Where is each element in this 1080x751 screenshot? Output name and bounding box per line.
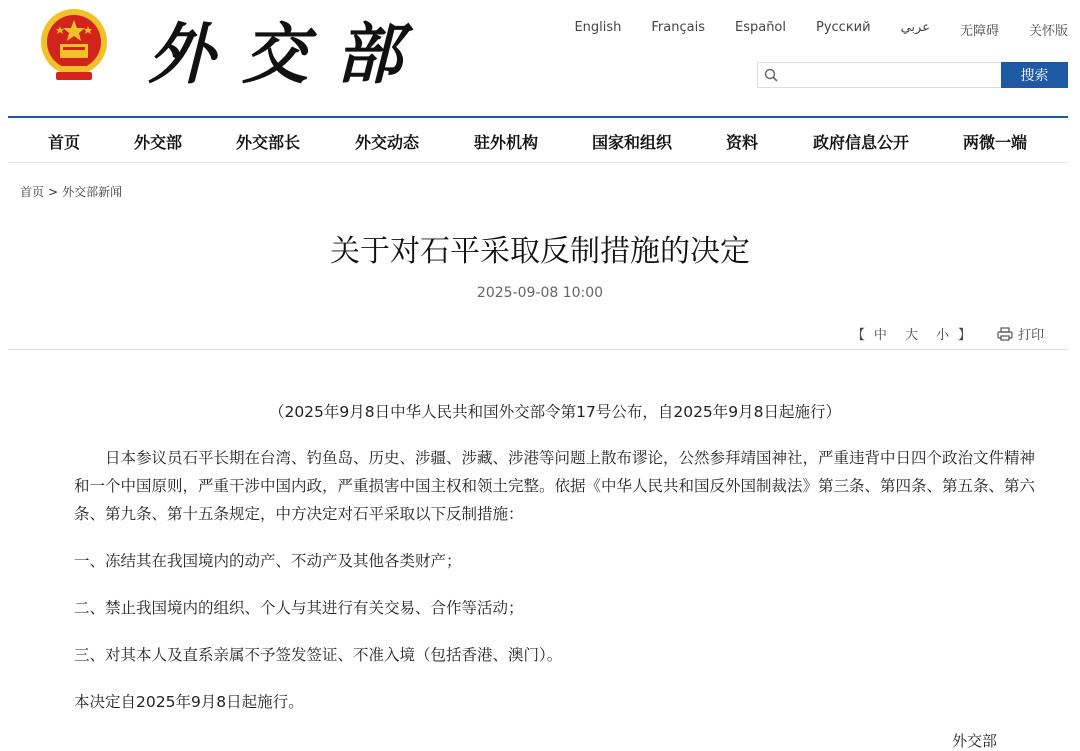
nav-item-apps[interactable]: 两微一端 — [963, 133, 1028, 152]
lang-arabic-link[interactable]: عربي — [900, 20, 930, 35]
breadcrumb-separator: > — [48, 185, 59, 199]
article-tools — [852, 324, 1044, 343]
page-title: 关于对石平采取反制措施的决定 — [330, 234, 750, 269]
search-icon — [764, 68, 778, 82]
font-size-bracket-open: 【 — [851, 328, 865, 343]
lang-spanish-link[interactable]: Español — [734, 20, 786, 35]
lang-french-link[interactable]: Français — [651, 20, 705, 35]
effective-statement: 本决定自2025年9月8日起施行。 — [74, 693, 304, 711]
nav-item-minister[interactable]: 外交部长 — [236, 133, 301, 152]
site-logo-text[interactable]: 外交部 — [148, 15, 430, 93]
article-note: （2025年9月8日中华人民共和国外交部令第17号公布，自2025年9月8日起施行） — [268, 403, 842, 421]
lang-english-link[interactable]: English — [574, 20, 622, 35]
font-size-small-button[interactable]: 小 — [935, 328, 949, 343]
site-header — [0, 0, 1080, 118]
nav-item-info-disclosure[interactable]: 政府信息公开 — [813, 133, 910, 152]
care-mode-link[interactable]: 关怀版 — [1028, 24, 1068, 39]
measure-item: 二、禁止我国境内的组织、个人与其进行有关交易、合作等活动； — [74, 599, 524, 617]
printer-icon[interactable] — [997, 327, 1013, 341]
measure-item: 三、对其本人及直系亲属不予签发签证、不准入境（包括香港、澳门）。 — [74, 646, 563, 664]
breadcrumb-home-link[interactable]: 首页 — [20, 185, 45, 199]
breadcrumb — [20, 183, 126, 200]
search-input[interactable] — [784, 65, 998, 87]
measure-item: 一、冻结其在我国境内的动产、不动产及其他各类财产； — [74, 552, 462, 570]
nav-item-ministry[interactable]: 外交部 — [134, 133, 183, 152]
search-box — [757, 62, 1001, 88]
breadcrumb-current-link[interactable]: 外交部新闻 — [62, 185, 123, 199]
nav-item-news[interactable]: 外交动态 — [355, 133, 420, 152]
print-link[interactable]: 打印 — [1017, 328, 1044, 343]
nav-item-countries[interactable]: 国家和组织 — [592, 133, 673, 152]
lang-russian-link[interactable]: Русский — [816, 20, 871, 35]
language-links — [544, 20, 1068, 39]
issuer-signature: 外交部 — [952, 732, 998, 750]
article-paragraph: 日本参议员石平长期在台湾、钓鱼岛、历史、涉疆、涉藏、涉港等问题上散布谬论，公然参拜靖国神社，严重违背中日四个政治文件精神和一个中国原则，严重干涉中国内政，严重损害中国主权和领土完整。依据《中华人民共和国反外国制裁法》第三条、第四条、第五条、第六条、第九条、第十五条规定，中方决定对石平采取以下反制措施： — [74, 449, 1036, 523]
font-size-bracket-close: 】 — [957, 328, 971, 343]
search-button[interactable]: 搜索 — [1001, 62, 1068, 88]
article-body — [74, 398, 1036, 716]
accessibility-link[interactable]: 无障碍 — [959, 24, 999, 39]
nav-item-home[interactable]: 首页 — [48, 133, 81, 152]
nav-item-resources[interactable]: 资料 — [726, 133, 759, 152]
content-divider — [8, 349, 1068, 350]
main-nav — [8, 118, 1068, 163]
publish-date: 2025-09-08 10:00 — [476, 285, 604, 301]
font-size-large-button[interactable]: 大 — [904, 328, 918, 343]
nav-item-missions[interactable]: 驻外机构 — [474, 133, 539, 152]
font-size-medium-button[interactable]: 中 — [873, 328, 887, 343]
national-emblem-icon[interactable] — [36, 6, 112, 86]
